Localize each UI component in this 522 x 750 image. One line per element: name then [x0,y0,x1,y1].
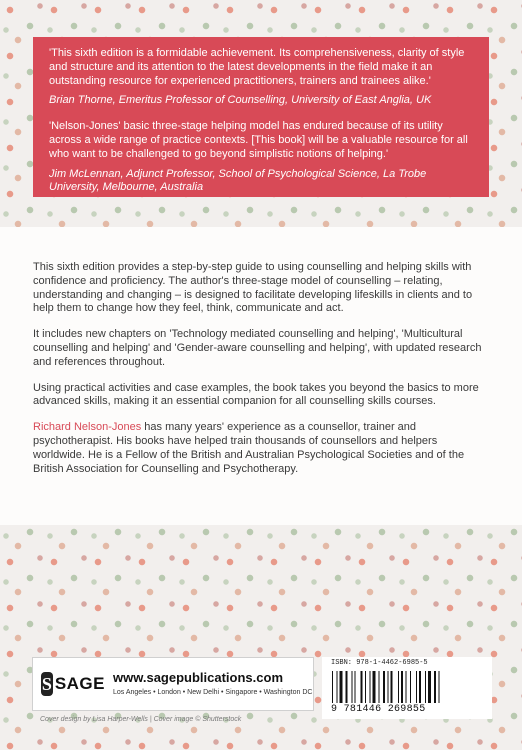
sage-logo-text: SAGE [54,674,105,693]
review-attribution-2: Jim McLennan, Adjunct Professor, School of Psychological Science, La Trobe University, Melbourne, Australia [49,167,427,194]
author-bio-text: has many years' experience as a counsellor, trainer and psychotherapist. His books have helped train thousands of counsellors and helpers worldwide. He is a Fellow of the British and Australian Psychological Societies and of the British Association for Counselling and Psychotherapy. [33,421,465,475]
author-bio [33,421,490,476]
author-name: Richard Nelson-Jones [33,421,142,434]
review-attribution-1: Brian Thorne, Emeritus Professor of Counselling, University of East Anglia, UK [49,94,432,107]
publisher-url[interactable]: www.sagepublications.com [113,670,283,685]
description-paragraph-1: This sixth edition provides a step-by-step guide to using counselling and helping skills with confidence and proficiency. The author's three-stage model of counselling – relating, understanding and changing – is designed to facilitate developing lifeskills in clients and to help them to change how they feel, think, communicate and act. [33,261,473,315]
isbn-number: 9 781446 269855 [331,704,426,715]
publisher-box [32,657,314,711]
sage-logo-icon: S [41,672,53,696]
barcode-icon [332,671,480,707]
review-quotes-box [33,37,489,197]
cover-credits: Cover design by Lisa Harper-Wells | Cover image © Shutterstock [40,716,242,723]
review-quote-1: 'This sixth edition is a formidable achievement. Its comprehensiveness, clarity of style and structure and its attention to the latest developments in the field make it an outstanding resource for experienced practitioners, trainers and trainees alike.' [49,47,465,87]
description-panel [0,227,522,525]
isbn-label: ISBN: 978-1-4462-6985-5 [331,659,428,667]
review-quote-2: 'Nelson-Jones' basic three-stage helping model has endured because of its utility across a wide range of practice contexts. [This book] will be a valuable resource for all who want to be challenged to go beyond simplistic notions of helping.' [49,120,468,160]
description-paragraph-3: Using practical activities and case examples, the book takes you beyond the basics to more advanced skills, making it an essential companion for all counselling skills courses. [33,381,479,408]
sage-logo [41,668,105,700]
isbn-barcode-box [322,657,492,719]
description-paragraph-2: It includes new chapters on 'Technology mediated counselling and helping', 'Multicultural counselling and helping' and 'Gender-aware counselling and helping', with updated research and references throughout. [33,328,482,368]
publisher-cities: Los Angeles • London • New Delhi • Singapore • Washington DC [113,689,313,696]
